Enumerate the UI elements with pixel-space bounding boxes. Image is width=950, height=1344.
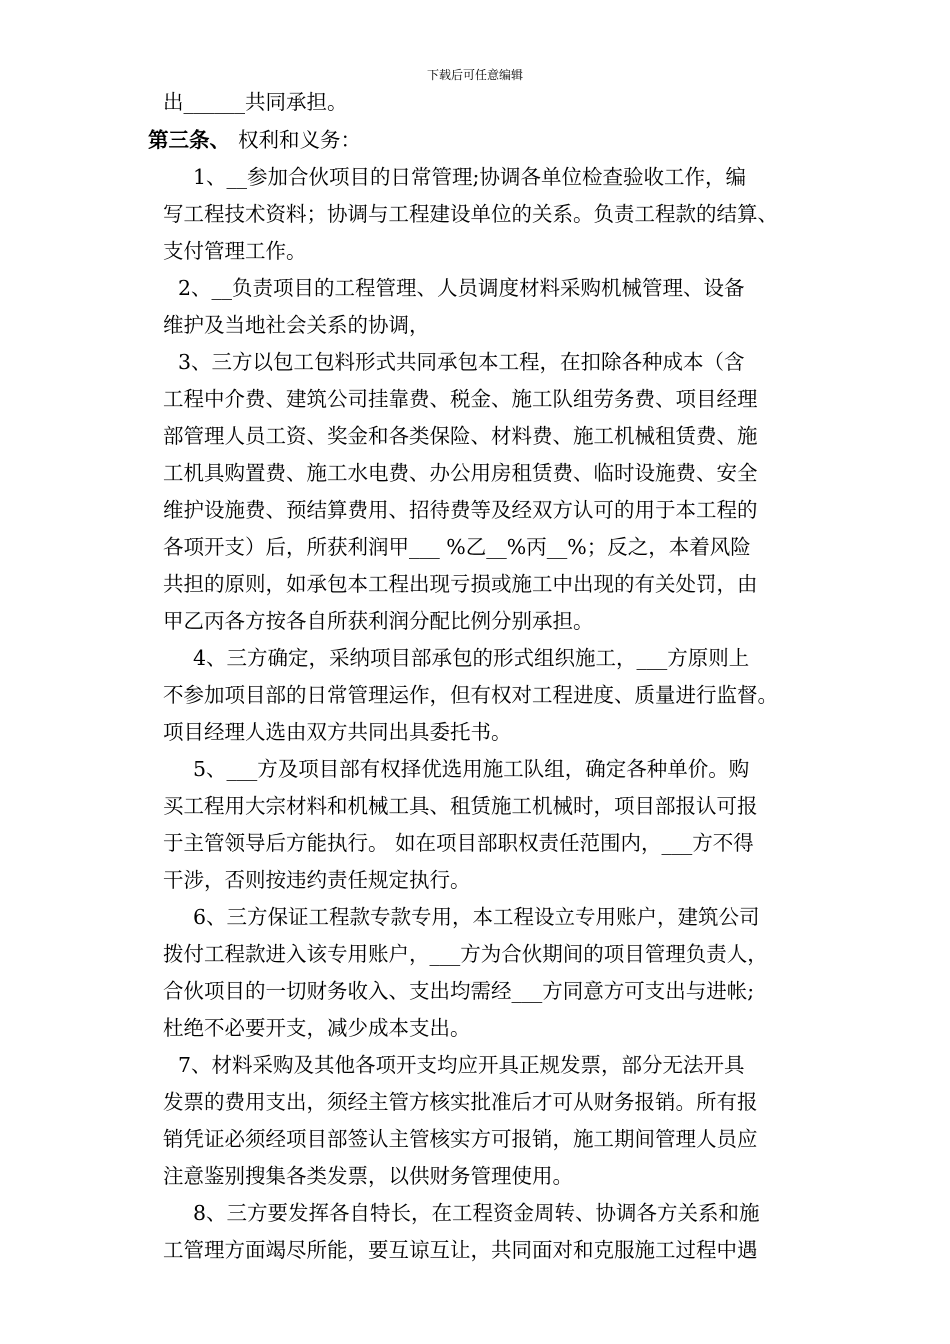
text-line: 不参加项目部的日常管理运作，但有权对工程进度、质量进行监督。 [163, 683, 778, 707]
text-line: 甲乙丙各方按各自所获利润分配比例分别承担。 [163, 609, 594, 633]
text-line: 维护及当地社会关系的协调， [163, 313, 430, 337]
text-line: 销凭证必须经项目部签认主管核实方可报销，施工期间管理人员应 [163, 1127, 758, 1151]
text-line: 7、材料采购及其他各项开支均应开具正规发票，部分无法开具 [178, 1053, 745, 1077]
text-line: 5、___方及项目部有权择优选用施工队组，确定各种单价。购 [193, 757, 750, 781]
text-line: 各项开支）后，所获利润甲___ %乙__%丙__%；反之，本着风险 [163, 535, 751, 559]
text-line: 8、三方要发挥各自特长，在工程资金周转、协调各方关系和施 [193, 1201, 760, 1225]
page-header: 下载后可任意编辑 [426, 68, 523, 82]
text-line: 4、三方确定，采纳项目部承包的形式组织施工，___方原则上 [193, 646, 750, 670]
text-line: 买工程用大宗材料和机械工具、租赁施工机械时，项目部报认可报 [163, 794, 758, 818]
text-line: 杜绝不必要开支，减少成本支出。 [163, 1016, 471, 1040]
text-line: 合伙项目的一切财务收入、支出均需经___方同意方可支出与进帐; [163, 979, 755, 1003]
text-line: 工机具购置费、施工水电费、办公用房租赁费、临时设施费、安全 [163, 461, 758, 485]
text-line: 拨付工程款进入该专用账户，___方为合伙期间的项目管理负责人， [163, 942, 768, 966]
text-line: 2、__负责项目的工程管理、人员调度材料采购机械管理、设备 [178, 276, 745, 300]
text-line: 干涉，否则按违约责任规定执行。 [163, 868, 471, 892]
article-heading-text: 权利和义务： [238, 128, 361, 152]
text-line: 共担的原则，如承包本工程出现亏损或施工中出现的有关处罚，由 [163, 572, 758, 596]
text-line: 支付管理工作。 [163, 239, 307, 263]
text-line: 部管理人员工资、奖金和各类保险、材料费、施工机械租赁费、施 [163, 424, 758, 448]
text-line: 于主管领导后方能执行。 如在项目部职权责任范围内，___方不得 [163, 831, 754, 855]
text-line: 1、__参加合伙项目的日常管理;协调各单位检查验收工作，编 [193, 165, 746, 189]
text-line: 3、三方以包工包料形式共同承包本工程，在扣除各种成本（含 [178, 350, 745, 374]
text-line: 6、三方保证工程款专款专用，本工程设立专用账户，建筑公司 [193, 905, 760, 929]
text-line: 维护设施费、预结算费用、招待费等及经双方认可的用于本工程的 [163, 498, 758, 522]
text-line: 发票的费用支出，须经主管方核实批准后才可从财务报销。所有报 [163, 1090, 758, 1114]
text-line: 出______共同承担。 [163, 90, 348, 114]
text-line: 工管理方面竭尽所能，要互谅互让，共同面对和克服施工过程中遇 [163, 1238, 758, 1262]
article-heading: 第三条、 [148, 128, 230, 152]
text-line: 项目经理人选由双方共同出具委托书。 [163, 720, 512, 744]
text-line: 工程中介费、建筑公司挂靠费、税金、施工队组劳务费、项目经理 [163, 387, 758, 411]
text-line: 注意鉴别搜集各类发票，以供财务管理使用。 [163, 1164, 573, 1188]
text-line: 写工程技术资料；协调与工程建设单位的关系。负责工程款的结算、 [163, 202, 778, 226]
